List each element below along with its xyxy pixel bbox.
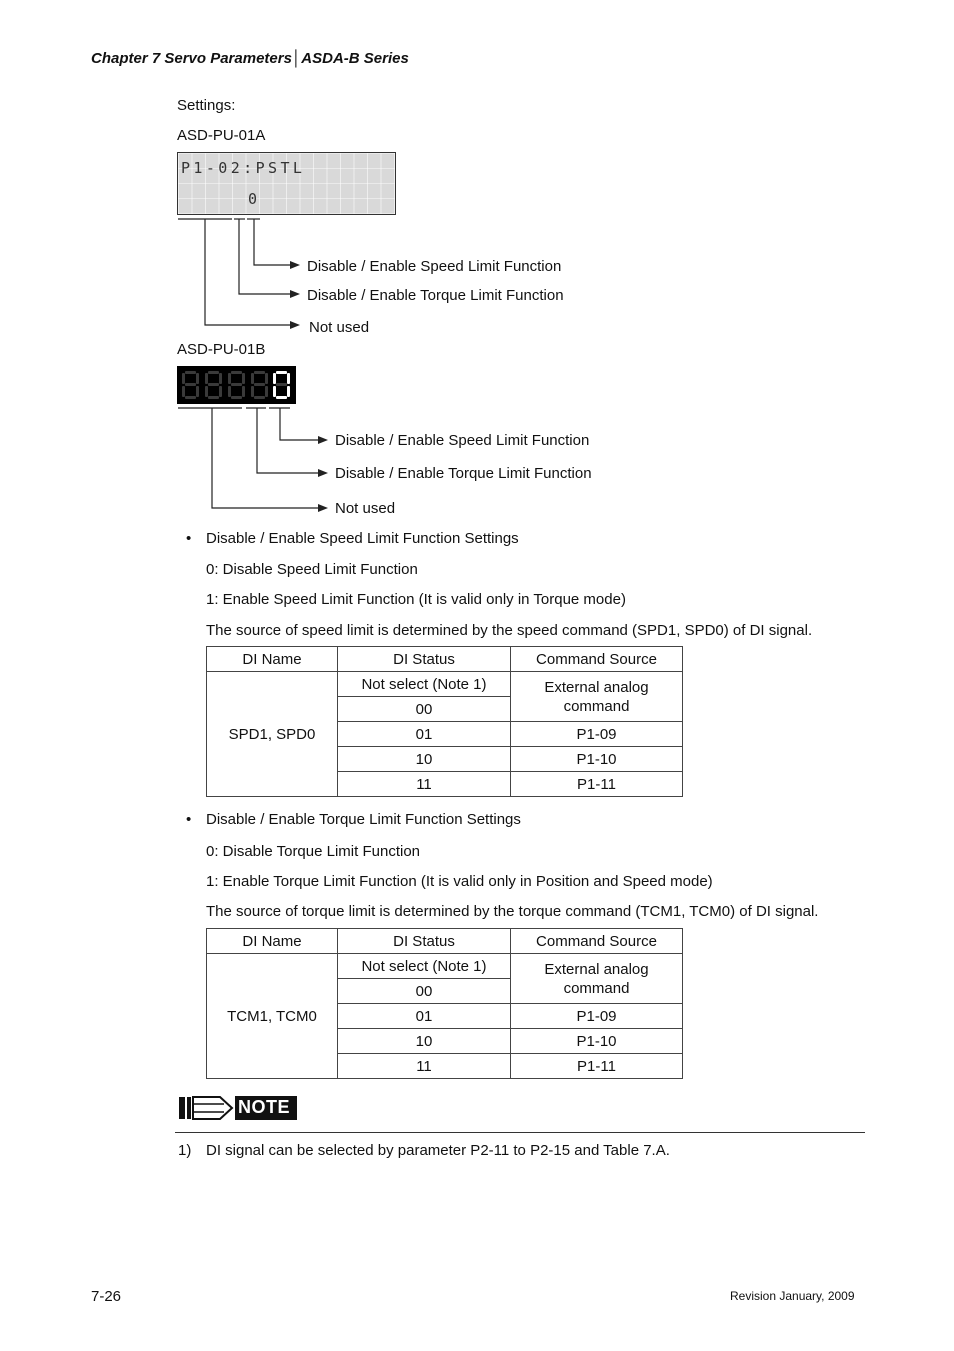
torque-bullet: Disable / Enable Torque Limit Function Settings — [206, 811, 521, 828]
table-cell: P1-10 — [511, 1029, 683, 1054]
pu01b-arrow-not-used: Not used — [335, 500, 396, 517]
table-header: DI Status — [338, 647, 511, 672]
torque-table — [206, 928, 683, 1079]
table-cell: External analog command — [511, 672, 683, 722]
table-cell: P1-09 — [511, 722, 683, 747]
torque-opt0: 0: Disable Torque Limit Function — [206, 843, 420, 860]
pu01a-arrow-torque: Disable / Enable Torque Limit Function — [307, 287, 564, 304]
table-cell: P1-09 — [511, 1004, 683, 1029]
speed-opt1: 1: Enable Speed Limit Function (It is valid only in Torque mode) — [206, 591, 626, 608]
lcd-line-2: 0 — [248, 190, 258, 208]
speed-source: The source of speed limit is determined by the speed command (SPD1, SPD0) of DI signal. — [206, 622, 813, 639]
di-name-cell: TCM1, TCM0 — [207, 954, 338, 1079]
segment-digit-1 — [182, 371, 199, 399]
segment-digit-3 — [228, 371, 245, 399]
speed-table — [206, 646, 683, 797]
torque-source: The source of torque limit is determined by the torque command (TCM1, TCM0) of DI signal. — [206, 903, 819, 920]
pu01b-arrow-speed: Disable / Enable Speed Limit Function — [335, 432, 590, 449]
table-cell: 01 — [338, 1004, 511, 1029]
table-cell: 10 — [338, 1029, 511, 1054]
revision-text: Revision January, 2009 — [730, 1289, 855, 1303]
pu01a-bracket-lines — [170, 212, 320, 337]
speed-bullet: Disable / Enable Speed Limit Function Settings — [206, 530, 519, 547]
page-number: 7-26 — [91, 1288, 122, 1305]
segment-digit-2 — [205, 371, 222, 399]
table-cell: P1-10 — [511, 747, 683, 772]
note-divider — [175, 1132, 865, 1133]
settings-label: Settings: — [177, 97, 236, 114]
table-cell: P1-11 — [511, 1054, 683, 1079]
table-header: DI Name — [207, 647, 338, 672]
pu01b-arrow-torque: Disable / Enable Torque Limit Function — [335, 465, 592, 482]
seven-segment-display — [177, 366, 296, 404]
pu01b-bracket-lines — [170, 402, 340, 517]
note-badge-label: NOTE — [238, 1097, 291, 1117]
table-cell: 00 — [338, 697, 511, 722]
torque-opt1: 1: Enable Torque Limit Function (It is valid only in Position and Speed mode) — [206, 873, 713, 890]
bullet-dot: • — [186, 811, 192, 828]
bullet-dot: • — [186, 530, 192, 547]
segment-digit-value — [273, 371, 290, 399]
table-header: DI Name — [207, 929, 338, 954]
speed-opt0: 0: Disable Speed Limit Function — [206, 561, 418, 578]
table-cell: P1-11 — [511, 772, 683, 797]
table-cell: 00 — [338, 979, 511, 1004]
segment-digit-4 — [251, 371, 268, 399]
table-header: DI Status — [338, 929, 511, 954]
pu01a-arrow-speed: Disable / Enable Speed Limit Function — [307, 258, 562, 275]
note-text: DI signal can be selected by parameter P2-11 to P2-15 and Table 7.A. — [206, 1142, 670, 1159]
table-header: Command Source — [511, 929, 683, 954]
table-cell: 11 — [338, 772, 511, 797]
pu01b-label: ASD-PU-01B — [177, 341, 266, 358]
table-cell: External analog command — [511, 954, 683, 1004]
table-cell: 01 — [338, 722, 511, 747]
pu01a-arrow-not-used: Not used — [309, 319, 370, 336]
pu01a-label: ASD-PU-01A — [177, 127, 266, 144]
table-cell: 11 — [338, 1054, 511, 1079]
table-cell: Not select (Note 1) — [338, 672, 511, 697]
page-header: Chapter 7 Servo Parameters│ASDA-B Series — [91, 50, 409, 67]
table-header: Command Source — [511, 647, 683, 672]
di-name-cell: SPD1, SPD0 — [207, 672, 338, 797]
table-cell: 10 — [338, 747, 511, 772]
lcd-line-1: P1-02:PSTL — [181, 159, 306, 177]
note-number: 1) — [178, 1142, 192, 1159]
table-cell: Not select (Note 1) — [338, 954, 511, 979]
lcd-display — [177, 152, 396, 215]
